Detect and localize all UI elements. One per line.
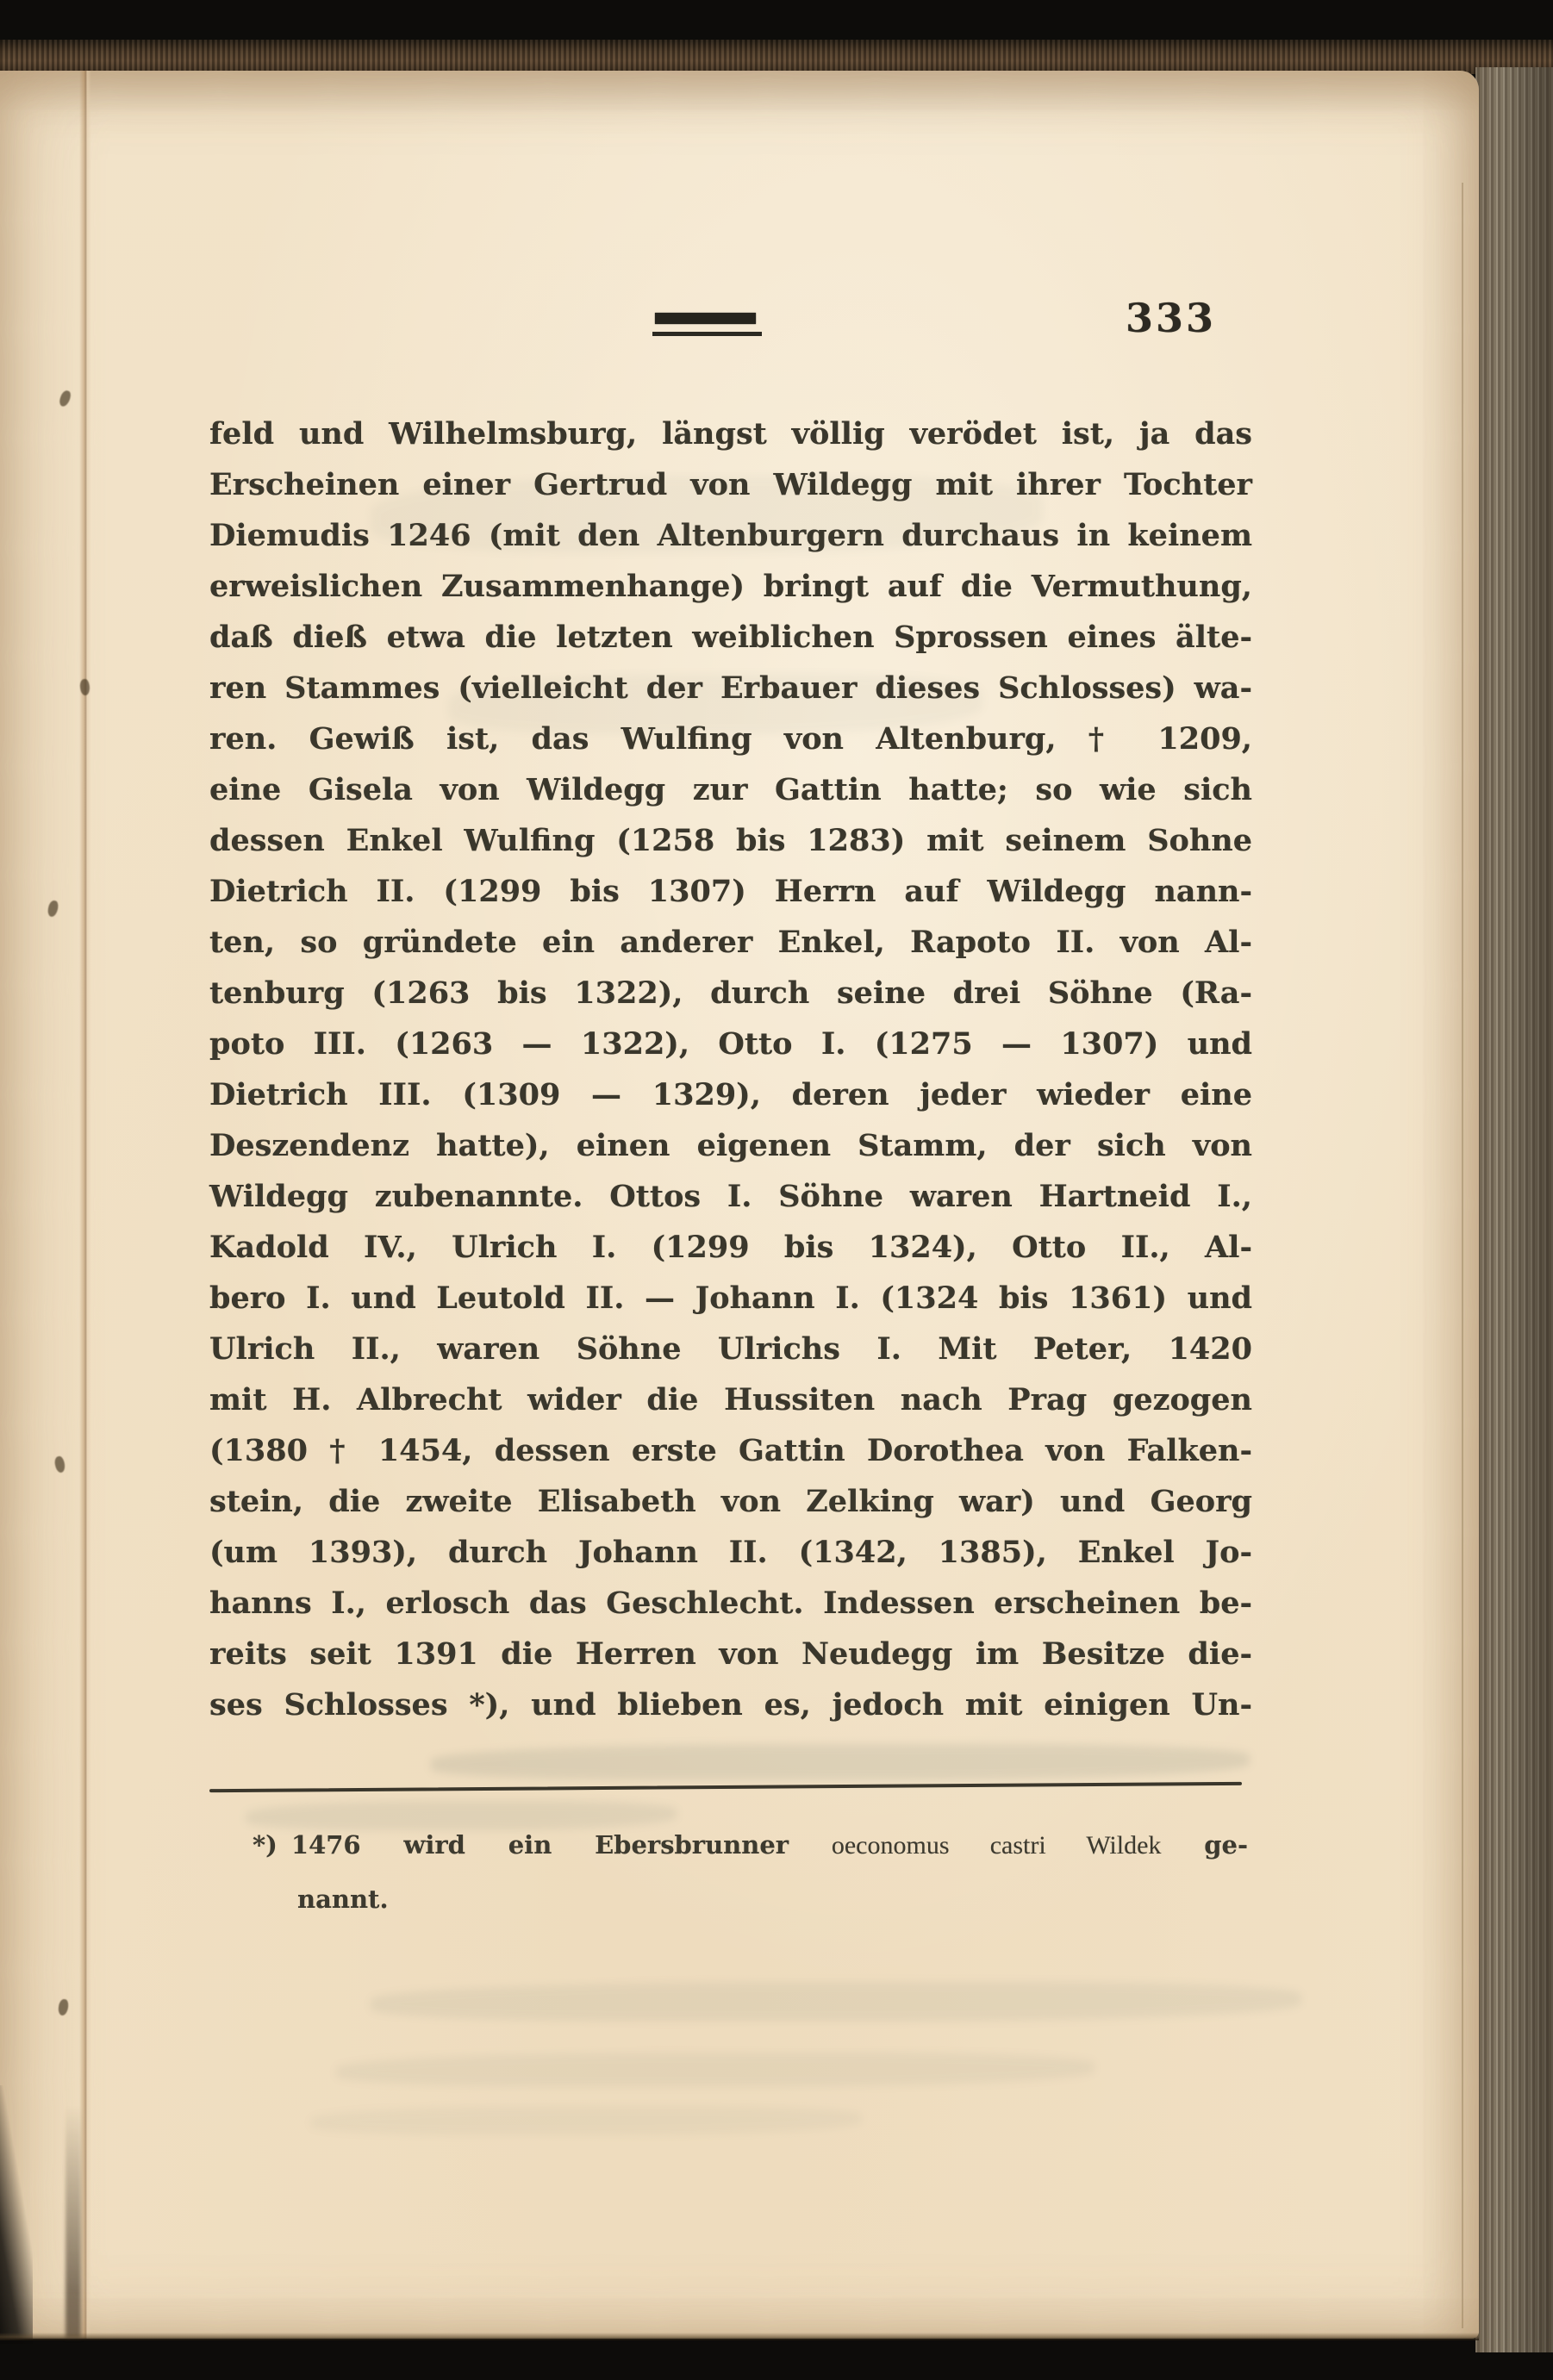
text-line: Wildegg zubenannte. Ottos I. Söhne waren Hartneid I.,: [209, 1179, 1252, 1214]
text-line: Dietrich III. (1309 — 1329), deren jeder wieder eine: [209, 1077, 1252, 1112]
bleedthrough-smudge: [336, 2053, 1095, 2087]
page-scan: [0, 71, 1479, 2339]
text-line: Diemudis 1246 (mit den Altenburgern durchaus in keinem: [209, 518, 1252, 553]
footnote: [253, 1818, 1248, 1926]
ornament-bar-thin: [652, 332, 762, 336]
footnote-text-fraktur: 1476 wird ein Ebersbrunner: [290, 1830, 832, 1860]
footnote-line: nannt.: [297, 1885, 389, 1914]
binding-thread: [58, 389, 72, 408]
text-line: tenburg (1263 bis 1322), durch seine drei Söhne (Ra-: [209, 975, 1252, 1011]
text-block: [209, 408, 1252, 1730]
book-cover-edge: [0, 40, 1553, 74]
text-line: (1380 † 1454, dessen erste Gattin Dorothea von Falken-: [209, 1433, 1252, 1468]
footnote-line: [253, 1818, 1248, 1872]
text-line: Dietrich II. (1299 bis 1307) Herrn auf Wildegg nann-: [209, 874, 1252, 909]
bleedthrough-smudge: [371, 1982, 1301, 2022]
binding-thread: [47, 900, 59, 918]
text-line: stein, die zweite Elisabeth von Zelking war) und Georg: [209, 1484, 1252, 1519]
text-line: daß dieß etwa die letzten weiblichen Sprossen eines älte-: [209, 620, 1252, 655]
page-number: 333: [1126, 295, 1217, 341]
text-line: ren Stammes (vielleicht der Erbauer dieses Schlosses) wa-: [209, 670, 1252, 706]
text-line: Deszendenz hatte), einen eigenen Stamm, der sich von: [209, 1128, 1252, 1163]
text-line: ten, so gründete ein anderer Enkel, Rapoto II. von Al-: [209, 925, 1252, 960]
text-line: bero I. und Leutold II. — Johann I. (1324 bis 1361) und: [209, 1280, 1252, 1316]
text-line: (um 1393), durch Johann II. (1342, 1385), Enkel Jo-: [209, 1535, 1252, 1570]
gutter-shadow: [65, 2106, 81, 2339]
binding-thread: [58, 1998, 69, 2016]
text-line: dessen Enkel Wulfing (1258 bis 1283) mit seinem Sohne: [209, 823, 1252, 858]
text-line: erweislichen Zusammenhange) bringt auf die Vermuthung,: [209, 569, 1252, 604]
binding-thread: [53, 1455, 66, 1473]
page-stack-edges: [1475, 67, 1553, 2352]
footnote-separator-rule: [209, 1782, 1242, 1792]
text-line: Kadold IV., Ulrich I. (1299 bis 1324), Otto II., Al-: [209, 1230, 1252, 1265]
text-line: eine Gisela von Wildegg zur Gattin hatte; so wie sich: [209, 772, 1252, 807]
bleedthrough-smudge: [431, 1744, 1250, 1780]
text-line: Ulrich II., waren Söhne Ulrichs I. Mit Peter, 1420: [209, 1331, 1252, 1367]
text-line: ren. Gewiß ist, das Wulfing von Altenburg, † 1209,: [209, 721, 1252, 757]
footnote-marker: *): [253, 1830, 278, 1860]
text-line: hanns I., erlosch das Geschlecht. Indessen erscheinen be-: [209, 1586, 1252, 1621]
ornament-bar-thick: [655, 313, 756, 324]
corner-shadow: [0, 2085, 33, 2344]
footnote-text-latin: oeconomus castri Wildek: [831, 1831, 1162, 1860]
text-line: feld und Wilhelmsburg, längst völlig verödet ist, ja das: [209, 416, 1252, 452]
page-edge-line: [1462, 183, 1463, 2328]
text-line: poto III. (1263 — 1322), Otto I. (1275 — 1307) und: [209, 1026, 1252, 1062]
text-line: reits seit 1391 die Herren von Neudegg im Besitze die-: [209, 1636, 1252, 1672]
text-line: Erscheinen einer Gertrud von Wildegg mit ihrer Tochter: [209, 467, 1252, 502]
footnote-text-fraktur: ge-: [1161, 1830, 1248, 1860]
text-line: ses Schlosses *), und blieben es, jedoch mit einigen Un-: [209, 1687, 1252, 1723]
bleedthrough-smudge: [310, 2106, 862, 2135]
header-rule-ornament: [652, 313, 764, 339]
gutter-crease: [79, 71, 91, 2339]
text-line: mit H. Albrecht wider die Hussiten nach Prag gezogen: [209, 1382, 1252, 1417]
